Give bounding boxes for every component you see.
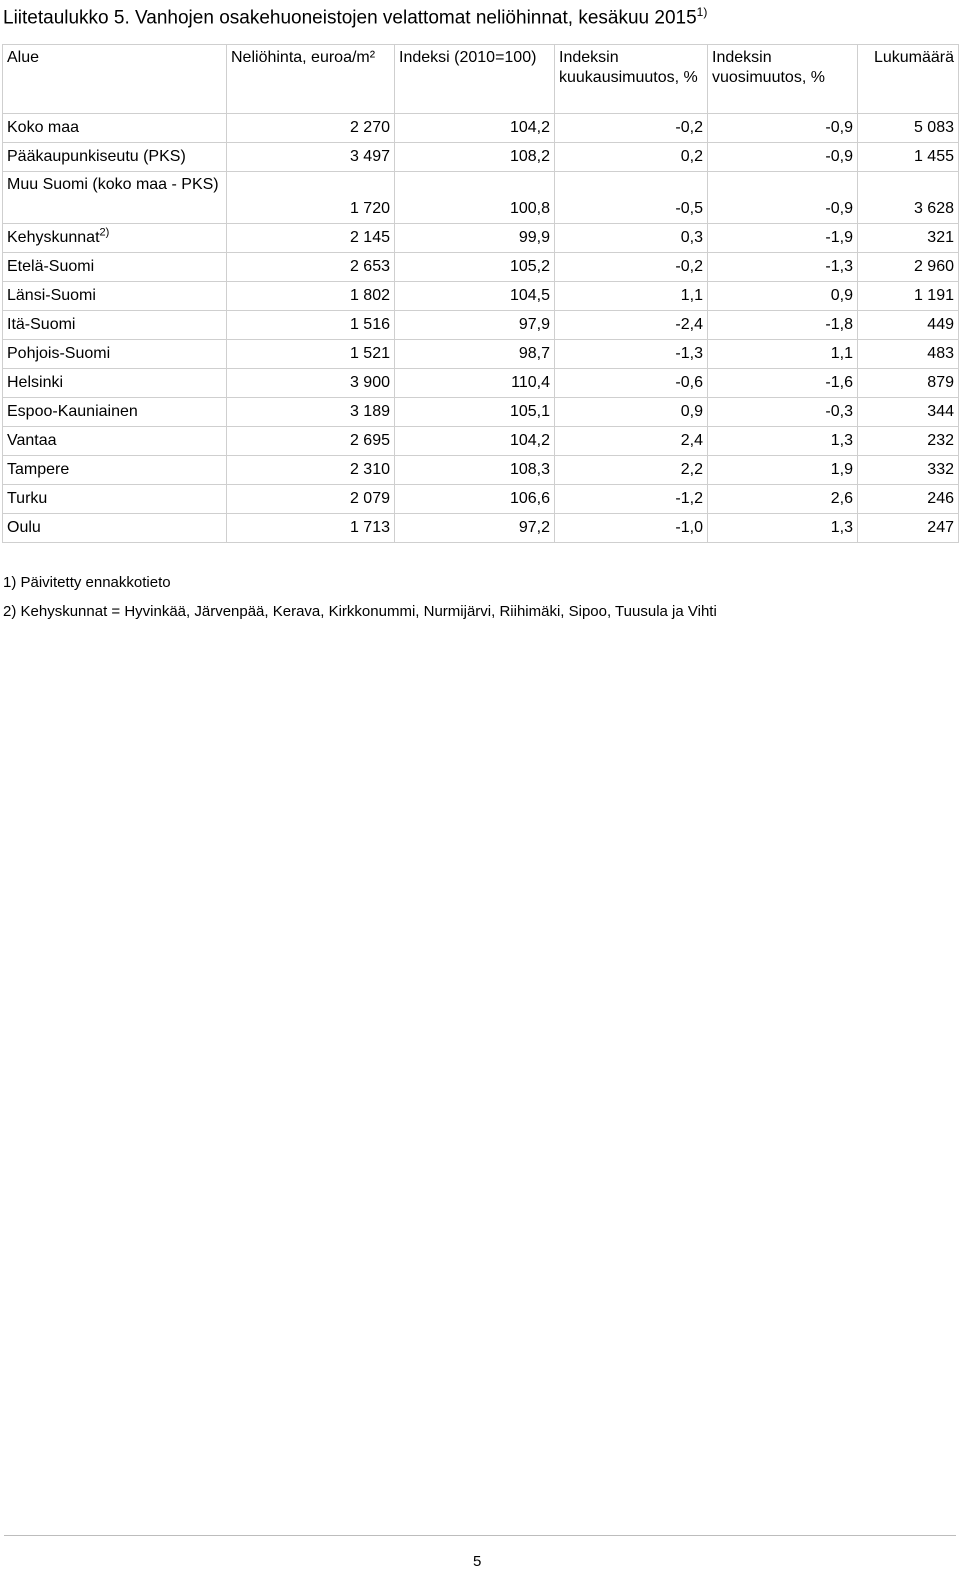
- table-row: [3, 485, 959, 514]
- cell-price-text: 1 521: [349, 345, 390, 362]
- cell-count-text: 1 455: [913, 148, 954, 165]
- footnote-mark: 2): [99, 226, 110, 239]
- cell-year-change-text: -0,9: [825, 119, 853, 136]
- header-year-change: Indeksin vuosimuutos, %: [708, 45, 858, 114]
- cell-index: [395, 369, 555, 398]
- cell-price-text: 1 720: [349, 200, 390, 217]
- cell-area-text: Muu Suomi (koko maa - PKS): [7, 176, 219, 193]
- cell-year-change-text: 1,1: [830, 345, 853, 362]
- cell-price: [227, 282, 395, 311]
- cell-year-change-text: 0,9: [830, 287, 853, 304]
- table-row: [3, 172, 959, 224]
- cell-month-change-text: 0,9: [680, 403, 703, 420]
- cell-price: [227, 398, 395, 427]
- cell-area-text: Espoo-Kauniainen: [7, 403, 138, 420]
- cell-price-text: 3 900: [349, 374, 390, 391]
- cell-count-text: 1 191: [913, 287, 954, 304]
- cell-count-text: 246: [927, 490, 954, 507]
- cell-count-text: 321: [927, 229, 954, 246]
- header-index: Indeksi (2010=100): [395, 45, 555, 114]
- page-number: 5: [473, 1553, 482, 1570]
- cell-count-text: 3 628: [913, 200, 954, 217]
- cell-count: [858, 114, 959, 143]
- cell-area: [3, 143, 227, 172]
- cell-index: [395, 456, 555, 485]
- cell-year-change-text: -0,3: [825, 403, 853, 420]
- cell-area-text: Etelä-Suomi: [7, 258, 95, 275]
- cell-price-text: 2 079: [349, 490, 390, 507]
- cell-area-text: Pääkaupunkiseutu (PKS): [7, 148, 186, 165]
- cell-year-change: [708, 514, 858, 543]
- cell-index-text: 104,5: [509, 287, 550, 304]
- cell-area: [3, 224, 227, 253]
- cell-index: [395, 172, 555, 224]
- cell-year-change: [708, 224, 858, 253]
- cell-month-change-text: -0,2: [675, 119, 703, 136]
- cell-index: [395, 143, 555, 172]
- cell-count-text: 483: [927, 345, 954, 362]
- cell-month-change: [555, 114, 708, 143]
- cell-month-change-text: 2,4: [680, 432, 703, 449]
- cell-year-change: [708, 369, 858, 398]
- cell-month-change: [555, 369, 708, 398]
- cell-price: [227, 427, 395, 456]
- cell-month-change-text: -0,6: [675, 374, 703, 391]
- cell-year-change: [708, 253, 858, 282]
- cell-year-change: [708, 114, 858, 143]
- cell-price-text: 2 270: [349, 119, 390, 136]
- cell-month-change-text: -1,0: [675, 519, 703, 536]
- cell-count: [858, 224, 959, 253]
- header-price: Neliöhinta, euroa/m²: [227, 45, 395, 114]
- cell-price: [227, 485, 395, 514]
- table-row: [3, 224, 959, 253]
- cell-count: [858, 253, 959, 282]
- cell-month-change-text: -0,2: [675, 258, 703, 275]
- cell-index-text: 99,9: [518, 229, 550, 246]
- header-area: Alue: [3, 45, 227, 114]
- cell-month-change-text: 0,2: [680, 148, 703, 165]
- cell-index: [395, 398, 555, 427]
- cell-year-change-text: 1,3: [830, 432, 853, 449]
- cell-index: [395, 485, 555, 514]
- cell-year-change-text: 1,9: [830, 461, 853, 478]
- cell-index-text: 110,4: [511, 374, 550, 391]
- table-row: [3, 143, 959, 172]
- price-table: [2, 44, 959, 543]
- cell-index: [395, 340, 555, 369]
- cell-price-text: 3 189: [349, 403, 390, 420]
- cell-index: [395, 253, 555, 282]
- cell-price: [227, 253, 395, 282]
- cell-area-text: Länsi-Suomi: [7, 287, 96, 304]
- table-row: [3, 311, 959, 340]
- cell-area: [3, 114, 227, 143]
- table-body: [3, 114, 959, 543]
- cell-price: [227, 172, 395, 224]
- cell-month-change: [555, 427, 708, 456]
- cell-month-change-text: 1,1: [680, 287, 703, 304]
- cell-index-text: 104,2: [509, 119, 550, 136]
- table-row: [3, 369, 959, 398]
- cell-price-text: 1 802: [349, 287, 390, 304]
- cell-count-text: 879: [927, 374, 954, 391]
- table-row: [3, 282, 959, 311]
- cell-month-change-text: -1,3: [675, 345, 703, 362]
- table-row: [3, 427, 959, 456]
- cell-month-change: [555, 456, 708, 485]
- cell-price: [227, 456, 395, 485]
- cell-index: [395, 114, 555, 143]
- cell-area: [3, 369, 227, 398]
- table-row: [3, 398, 959, 427]
- cell-year-change: [708, 398, 858, 427]
- cell-area-text: Helsinki: [7, 374, 64, 391]
- cell-price: [227, 114, 395, 143]
- cell-price: [227, 514, 395, 543]
- page-title: [3, 5, 707, 29]
- cell-count: [858, 427, 959, 456]
- footnote-2: 2) Kehyskunnat = Hyvinkää, Järvenpää, Kerava, Kirkkonummi, Nurmijärvi, Riihimäki, Sipoo, Tuusula ja Vihti: [3, 603, 717, 620]
- cell-area: [3, 172, 227, 224]
- title-note-mark: 1): [696, 5, 708, 19]
- cell-index-text: 104,2: [509, 432, 550, 449]
- cell-index: [395, 311, 555, 340]
- cell-month-change-text: 2,2: [680, 461, 703, 478]
- header-month-change: Indeksin kuukausimuutos, %: [555, 45, 708, 114]
- cell-price-text: 1 516: [349, 316, 390, 333]
- cell-month-change-text: -1,2: [675, 490, 703, 507]
- cell-index-text: 97,2: [518, 519, 550, 536]
- cell-price: [227, 340, 395, 369]
- cell-index-text: 108,3: [509, 461, 550, 478]
- cell-count-text: 232: [927, 432, 954, 449]
- table-row: [3, 340, 959, 369]
- cell-area-text: Kehyskunnat: [7, 229, 100, 246]
- cell-index: [395, 427, 555, 456]
- cell-price-text: 2 310: [349, 461, 390, 478]
- cell-month-change: [555, 172, 708, 224]
- footnote-1: 1) Päivitetty ennakkotieto: [3, 574, 171, 591]
- cell-year-change-text: -1,9: [825, 229, 853, 246]
- cell-count: [858, 456, 959, 485]
- cell-year-change: [708, 485, 858, 514]
- cell-year-change: [708, 143, 858, 172]
- cell-count: [858, 311, 959, 340]
- cell-count: [858, 172, 959, 224]
- cell-month-change: [555, 143, 708, 172]
- cell-year-change-text: 2,6: [830, 490, 853, 507]
- cell-month-change: [555, 514, 708, 543]
- header-count: Lukumäärä: [858, 45, 959, 114]
- footer-divider: [4, 1535, 956, 1536]
- cell-month-change: [555, 311, 708, 340]
- cell-price: [227, 369, 395, 398]
- cell-year-change-text: -1,8: [825, 316, 853, 333]
- cell-price: [227, 311, 395, 340]
- cell-area: [3, 340, 227, 369]
- cell-price: [227, 224, 395, 253]
- cell-index-text: 98,7: [518, 345, 550, 362]
- cell-price-text: 2 653: [349, 258, 390, 275]
- cell-index: [395, 514, 555, 543]
- table-row: [3, 456, 959, 485]
- cell-area: [3, 398, 227, 427]
- cell-area: [3, 311, 227, 340]
- cell-area: [3, 427, 227, 456]
- cell-area-text: Pohjois-Suomi: [7, 345, 111, 362]
- cell-area: [3, 514, 227, 543]
- cell-year-change: [708, 427, 858, 456]
- table-row: [3, 114, 959, 143]
- cell-area-text: Koko maa: [7, 119, 80, 136]
- cell-month-change: [555, 253, 708, 282]
- cell-area: [3, 253, 227, 282]
- cell-count-text: 332: [927, 461, 954, 478]
- cell-index: [395, 224, 555, 253]
- cell-year-change: [708, 340, 858, 369]
- cell-index: [395, 282, 555, 311]
- title-text: Liitetaulukko 5. Vanhojen osakehuoneistojen velattomat neliöhinnat, kesäkuu 2015: [3, 7, 697, 29]
- cell-price-text: 2 145: [349, 229, 390, 246]
- cell-count-text: 449: [927, 316, 954, 333]
- cell-area-text: Itä-Suomi: [7, 316, 76, 333]
- cell-count: [858, 514, 959, 543]
- cell-index-text: 105,1: [509, 403, 550, 420]
- cell-area: [3, 456, 227, 485]
- cell-area-text: Vantaa: [7, 432, 57, 449]
- cell-month-change-text: -2,4: [675, 316, 703, 333]
- cell-year-change-text: -0,9: [825, 200, 853, 217]
- cell-year-change-text: 1,3: [830, 519, 853, 536]
- cell-index-text: 105,2: [509, 258, 550, 275]
- cell-count-text: 2 960: [913, 258, 954, 275]
- cell-index-text: 100,8: [509, 200, 550, 217]
- cell-area-text: Tampere: [7, 461, 70, 478]
- cell-area: [3, 282, 227, 311]
- cell-count: [858, 282, 959, 311]
- cell-index-text: 97,9: [518, 316, 550, 333]
- cell-month-change: [555, 224, 708, 253]
- cell-index-text: 106,6: [509, 490, 550, 507]
- cell-month-change: [555, 282, 708, 311]
- cell-count-text: 344: [927, 403, 954, 420]
- cell-year-change-text: -1,3: [825, 258, 853, 275]
- cell-price-text: 1 713: [349, 519, 390, 536]
- cell-year-change-text: -0,9: [825, 148, 853, 165]
- cell-year-change: [708, 456, 858, 485]
- cell-count: [858, 398, 959, 427]
- cell-count: [858, 143, 959, 172]
- cell-year-change: [708, 311, 858, 340]
- cell-price-text: 2 695: [349, 432, 390, 449]
- table-row: [3, 514, 959, 543]
- cell-area-text: Oulu: [7, 519, 41, 536]
- cell-count: [858, 485, 959, 514]
- table-row: [3, 253, 959, 282]
- cell-count-text: 247: [927, 519, 954, 536]
- cell-area: [3, 485, 227, 514]
- cell-area-text: Turku: [7, 490, 48, 507]
- cell-index-text: 108,2: [509, 148, 550, 165]
- cell-count-text: 5 083: [913, 119, 954, 136]
- cell-year-change-text: -1,6: [825, 374, 853, 391]
- table-header-row: [3, 45, 959, 114]
- cell-price-text: 3 497: [349, 148, 390, 165]
- cell-month-change: [555, 398, 708, 427]
- cell-price: [227, 143, 395, 172]
- cell-month-change: [555, 485, 708, 514]
- cell-count: [858, 369, 959, 398]
- cell-count: [858, 340, 959, 369]
- cell-month-change-text: 0,3: [680, 229, 703, 246]
- cell-month-change: [555, 340, 708, 369]
- cell-year-change: [708, 282, 858, 311]
- cell-year-change: [708, 172, 858, 224]
- cell-month-change-text: -0,5: [675, 200, 703, 217]
